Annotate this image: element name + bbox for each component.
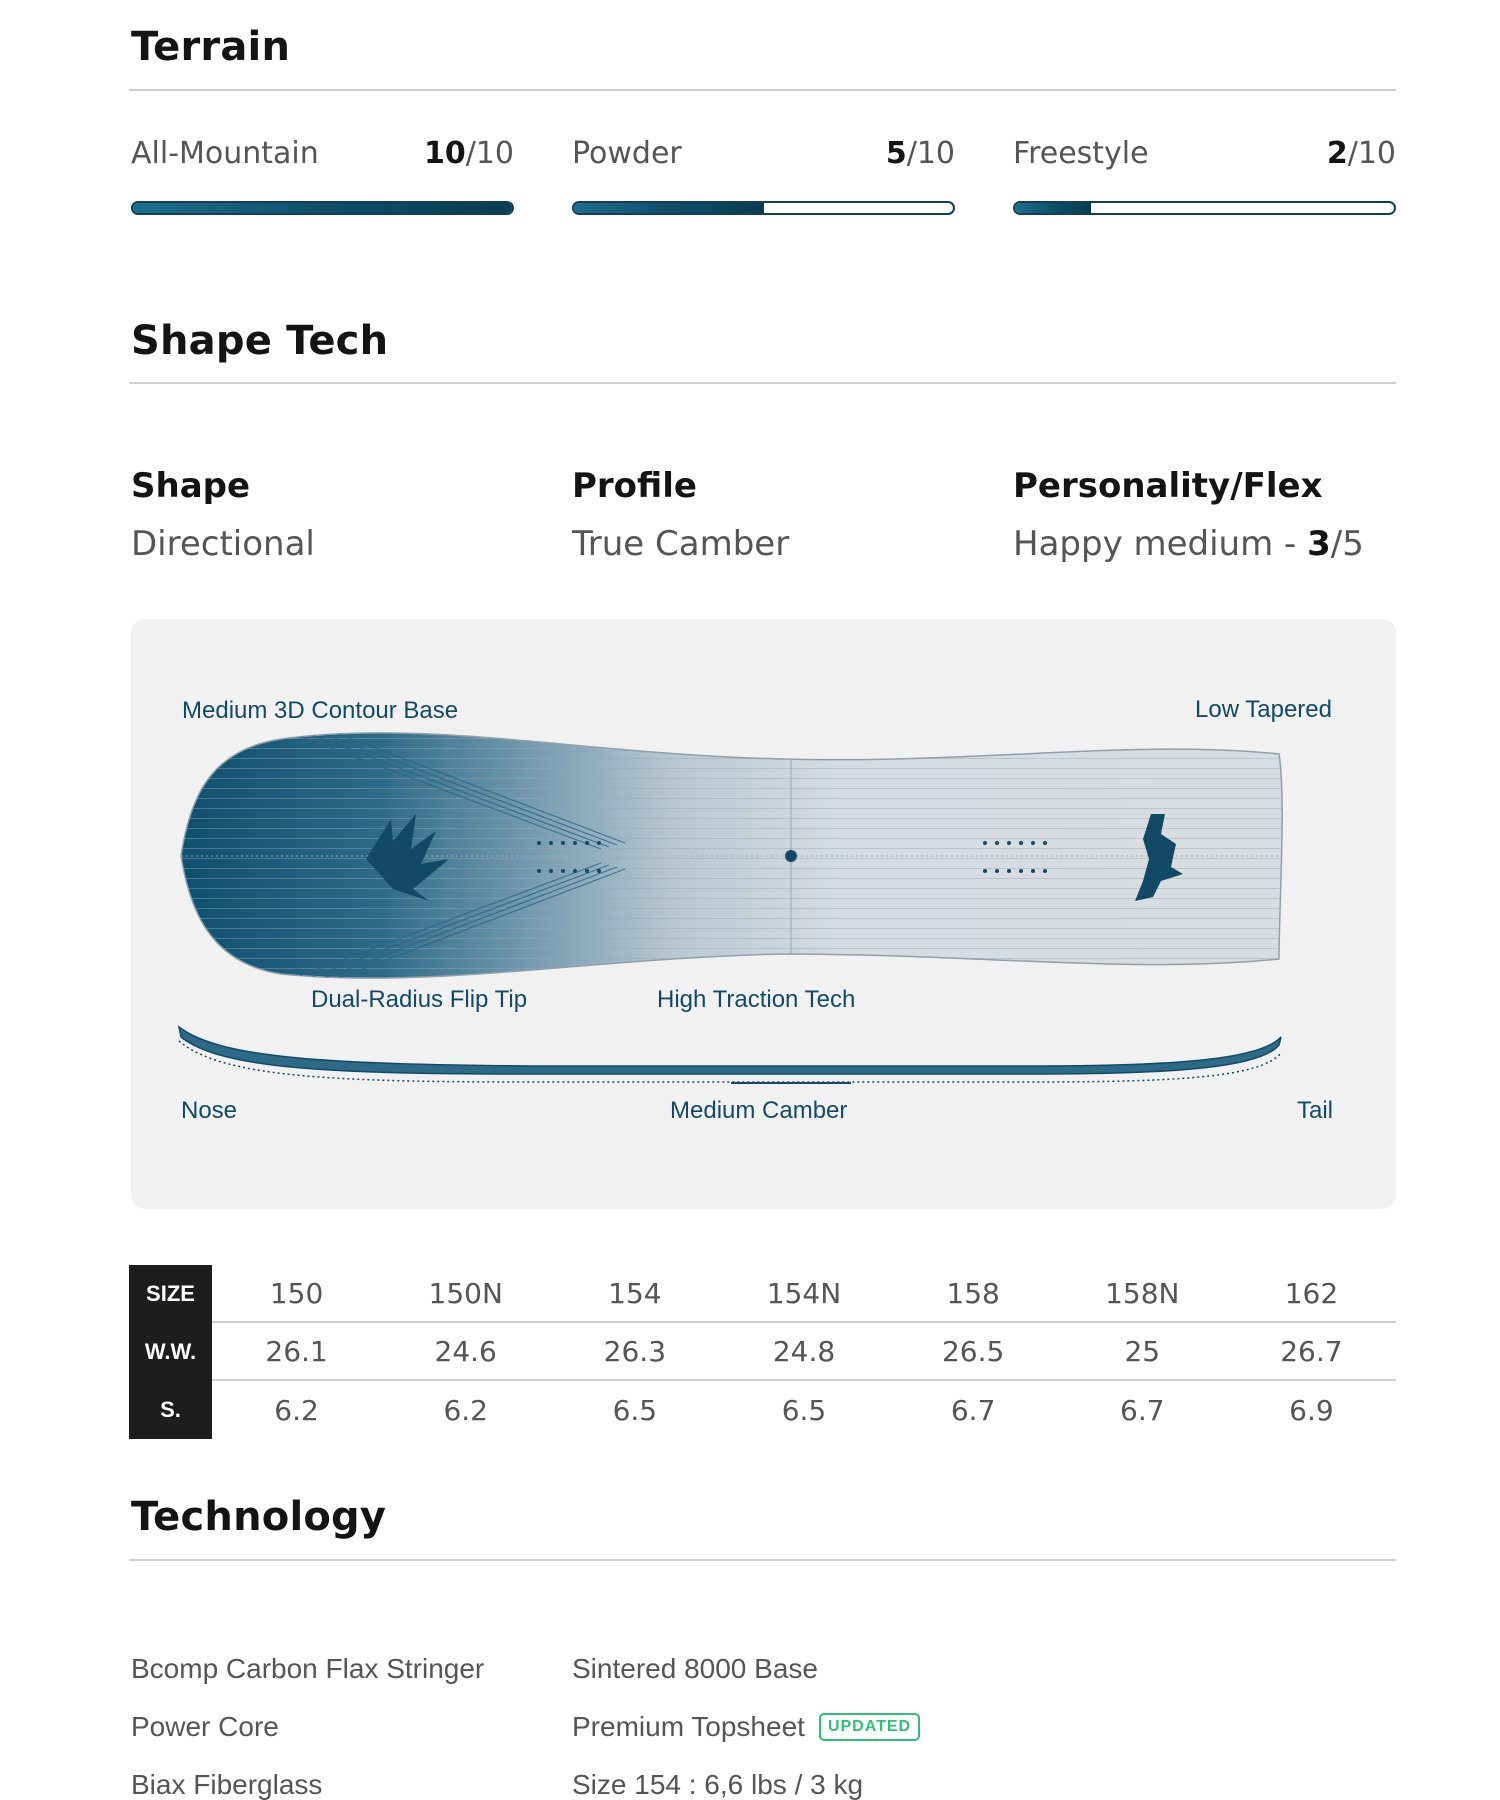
size-cell[interactable]: 158N <box>1105 1276 1180 1310</box>
tech-item-topsheet[interactable]: Premium Topsheet UPDATED <box>572 1698 992 1756</box>
updated-badge: UPDATED <box>819 1713 920 1741</box>
diagram-label-traction: High Traction Tech <box>657 986 856 1013</box>
row-values <box>212 1323 1396 1381</box>
size-cell[interactable]: 154N <box>766 1276 842 1310</box>
technology-title: Technology <box>131 1494 387 1540</box>
diagram-label-contour-base: Medium 3D Contour Base <box>182 697 459 724</box>
board-side-profile <box>179 1027 1281 1083</box>
terrain-rating-bar <box>131 201 514 215</box>
terrain-title: Terrain <box>131 24 291 70</box>
table-row-ww <box>129 1323 1396 1381</box>
shape-tech-divider <box>129 382 1396 384</box>
terrain-score: 10/10 <box>423 136 514 171</box>
size-table <box>129 1265 1396 1439</box>
tech-item[interactable]: Biax Fiberglass <box>131 1769 323 1800</box>
s-cell: 6.5 <box>612 1393 658 1427</box>
ww-cell: 26.5 <box>941 1334 1005 1368</box>
row-values <box>212 1265 1396 1323</box>
technology-list-left <box>131 1640 551 1800</box>
spec-label: Shape <box>131 466 251 506</box>
row-header-size: SIZE <box>129 1265 212 1323</box>
ww-cell: 26.7 <box>1280 1334 1343 1368</box>
size-cell[interactable]: 150N <box>428 1276 503 1310</box>
size-cell[interactable]: 154 <box>608 1276 662 1310</box>
size-cell[interactable]: 158 <box>946 1276 1000 1310</box>
terrain-label: Freestyle <box>1013 136 1149 171</box>
row-values <box>212 1381 1396 1439</box>
spec-value: Happy medium - 3/5 <box>1013 524 1364 564</box>
ww-cell: 26.3 <box>603 1334 667 1368</box>
diagram-label-taper: Low Tapered <box>1195 696 1332 723</box>
board-top-view <box>171 719 1291 999</box>
s-cell: 6.5 <box>781 1393 827 1427</box>
spec-flex <box>1013 466 1413 564</box>
diagram-label-flip-tip: Dual-Radius Flip Tip <box>311 986 528 1013</box>
tech-item[interactable]: Sintered 8000 Base <box>572 1653 818 1684</box>
terrain-score: 5/10 <box>885 136 955 171</box>
size-cell[interactable]: 162 <box>1284 1276 1339 1310</box>
tech-item[interactable]: Bcomp Carbon Flax Stringer <box>131 1653 485 1684</box>
ww-cell: 24.8 <box>772 1334 836 1368</box>
terrain-all-mountain <box>131 136 514 215</box>
diagram-label-camber: Medium Camber <box>670 1097 848 1124</box>
technology-divider <box>129 1559 1396 1561</box>
ww-cell: 26.1 <box>265 1334 328 1368</box>
size-cell[interactable]: 150 <box>269 1276 324 1310</box>
center-mark-icon <box>785 850 797 862</box>
terrain-divider <box>129 89 1396 91</box>
diagram-label-tail: Tail <box>1296 1097 1333 1124</box>
spec-profile <box>572 466 972 564</box>
s-cell: 6.2 <box>443 1393 488 1427</box>
terrain-score: 2/10 <box>1326 136 1396 171</box>
s-cell: 6.7 <box>950 1393 996 1427</box>
s-cell: 6.2 <box>274 1393 319 1427</box>
row-header-s: S. <box>129 1381 212 1439</box>
technology-list-right <box>572 1640 992 1800</box>
spec-label: Personality/Flex <box>1013 466 1323 506</box>
s-cell: 6.9 <box>1289 1393 1334 1427</box>
spec-value: Directional <box>131 524 315 564</box>
ww-cell: 24.6 <box>434 1334 497 1368</box>
table-row-size <box>129 1265 1396 1323</box>
shape-tech-title: Shape Tech <box>131 318 389 364</box>
terrain-label: Powder <box>572 136 682 171</box>
spec-label: Profile <box>572 466 697 506</box>
terrain-rating-bar <box>572 201 955 215</box>
spec-value: True Camber <box>572 524 790 564</box>
diagram-label-nose: Nose <box>181 1097 238 1124</box>
tech-item-weight: Size 154 : 6,6 lbs / 3 kg <box>572 1769 864 1800</box>
terrain-rating-bar <box>1013 201 1396 215</box>
terrain-powder <box>572 136 955 215</box>
s-cell: 6.7 <box>1120 1393 1165 1427</box>
spec-shape <box>131 466 531 564</box>
terrain-freestyle <box>1013 136 1396 215</box>
board-diagram <box>131 619 1396 1209</box>
terrain-label: All-Mountain <box>131 136 319 171</box>
tech-item[interactable]: Power Core <box>131 1711 279 1742</box>
table-row-s <box>129 1381 1396 1439</box>
row-header-ww: W.W. <box>129 1323 212 1381</box>
ww-cell: 25 <box>1124 1334 1161 1368</box>
